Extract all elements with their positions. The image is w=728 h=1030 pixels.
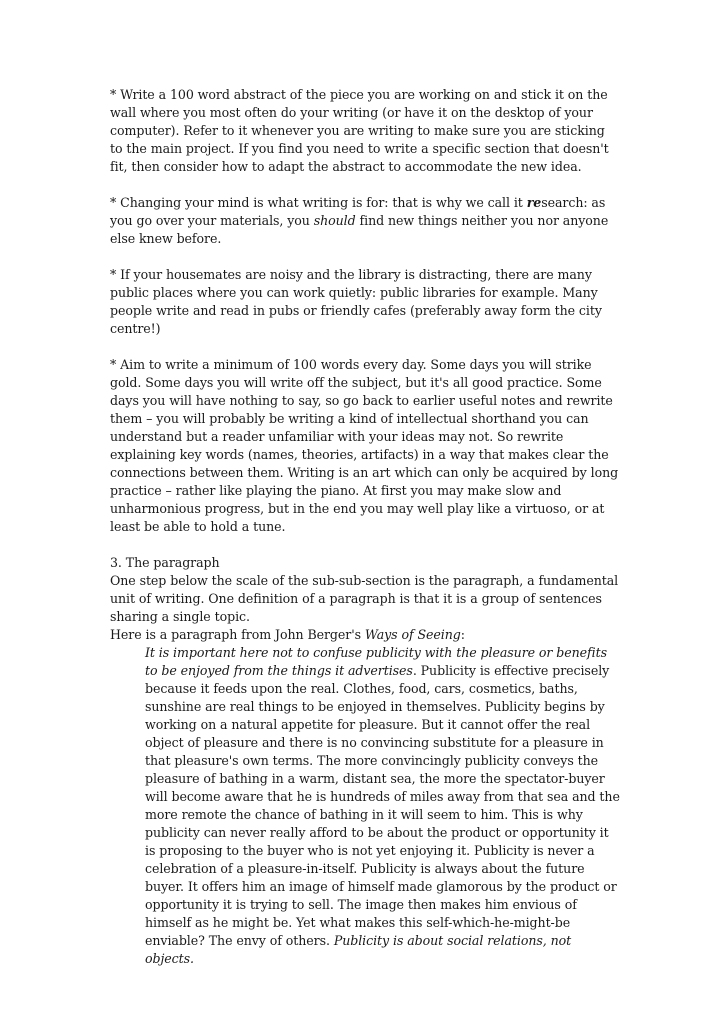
- bullet-places: * If your housemates are noisy and the library is distracting, there are many public places where you can work quietly: public libraries for example. Many people write and read in pubs or friendly cafes (preferably away form the city centre!): [110, 267, 602, 336]
- bullet-research-text-a: * Changing your mind is what writing is for: that is why we call it: [110, 195, 527, 210]
- bullet-research-text-e: find new things neither you nor anyone else knew before.: [110, 213, 609, 246]
- section-intro: One step below the scale of the sub-sub-section is the paragraph, a fundamental unit of writing. One definition of a paragraph is that it is a group of sentences sharing a single topic.: [110, 573, 619, 624]
- quote-lead: [110, 626, 620, 644]
- book-title: Ways of Seeing: [364, 627, 461, 642]
- bullet-research-text-c: search: as you go over your materials, you: [110, 195, 606, 228]
- quote-body: . Publicity is effective precisely because it feeds upon the real. Clothes, food, cars, cosmetics, baths, sunshine are real things to be enjoyed in themselves. Publicity begins by working on a natural appetite for pleasure. But it cannot offer the real object of pleasure and there is no convincing substitute for a pleasure in that pleasure's own terms. The more convincingly publicity conveys the pleasure of bathing in a warm, distant sea, the more the spectator-buyer will become aware that he is hundreds of miles away from that sea and the more remote the chance of bathing in it will seem to him. This is why publicity can never really afford to be about the product or opportunity it is proposing to the buyer who is not yet enjoying it. Publicity is never a celebration of a pleasure-in-itself. Publicity is always about the future buyer. It offers him an image of himself made glamorous by the product or opportunity it is trying to sell. The image then makes him envious of himself as he might be. Yet what makes this self-which-he-might-be enviable? The envy of others.: [145, 663, 620, 948]
- section-heading: 3. The paragraph: [110, 555, 220, 570]
- quote-lead-text-a: Here is a paragraph from John Berger's: [110, 627, 365, 642]
- quote-italic-start: It is important here not to confuse publicity with the pleasure or benefits to be enjoyed from the things it advertises: [145, 645, 607, 678]
- bullet-research-emphasis-should: should: [313, 213, 356, 228]
- document-page: [110, 86, 620, 968]
- bullet-research: [110, 194, 620, 248]
- berger-quote: [145, 644, 620, 968]
- quote-italic-end: Publicity is about social relations, not objects.: [145, 933, 572, 966]
- bullet-abstract: * Write a 100 word abstract of the piece you are working on and stick it on the wall where you most often do your writing (or have it on the desktop of your computer). Refer to it whenever you are writing to make sure you are sticking to the main project. If you find you need to write a specific section that doesn't fit, then consider how to adapt the abstract to accommodate the new idea.: [110, 87, 609, 174]
- bullet-daily-words: * Aim to write a minimum of 100 words every day. Some days you will strike gold. Some days you will write off the subject, but it's all good practice. Some days you will have nothing to say, so go back to earlier useful notes and rewrite them – you will probably be writing a kind of intellectual shorthand you can understand but a reader unfamiliar with your ideas may not. So rewrite explaining key words (names, theories, artifacts) in a way that makes clear the connections between them. Writing is an art which can only be acquired by long practice – rather like playing the piano. At first you may make slow and unharmonious progress, but in the end you may well play like a virtuoso, or at least be able to hold a tune.: [110, 357, 619, 534]
- bullet-research-emphasis-re: re: [526, 195, 542, 210]
- quote-lead-text-c: :: [460, 627, 465, 642]
